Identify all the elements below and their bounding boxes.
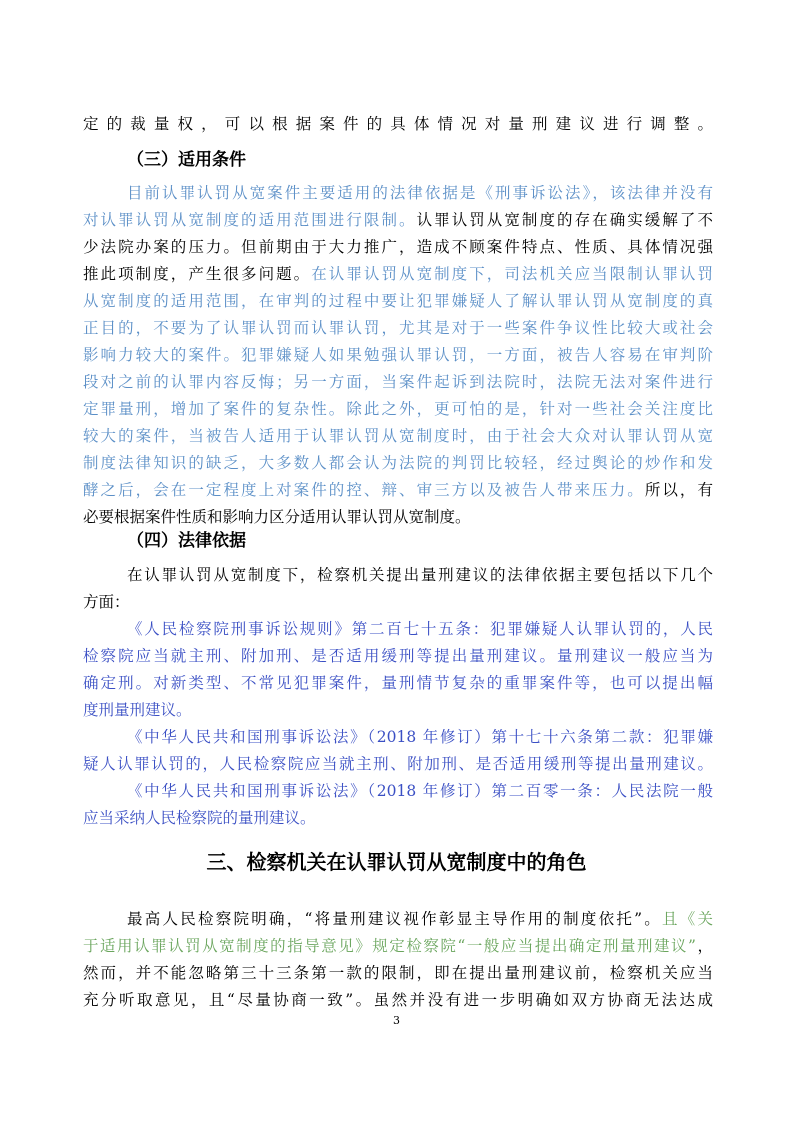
section-3-line-11: 制度法律知识的缺乏，大多数人都会认为法院的判罚比较轻，经过舆论的炒作和发 <box>83 454 713 472</box>
section-3-line-8: 段对之前的认罪内容反悔；另一方面，当案件起诉到法院时，法院无法对案件进行 <box>83 373 713 391</box>
chapter-3-line-4: 充分听取意见，且“尽量协商一致”。虽然并没有进一步明确如双方协商无法达成 <box>83 991 713 1009</box>
section-3-line-2 <box>83 207 713 233</box>
chapter-3-line-1-green: 且《关 <box>661 910 713 928</box>
section-4-intro-line-1: 在认罪认罚从宽制度下，检察机关提出量刑建议的法律依据主要包括以下几个 <box>127 566 713 584</box>
citation-1-line-1: 《人民检察院刑事诉讼规则》第二百七十五条：犯罪嫌疑人认罪认罚的，人民 <box>127 620 713 638</box>
chapter-3-line-2 <box>83 933 713 959</box>
section-3-line-3: 少法院办案的压力。但前期由于大力推广，造成不顾案件特点、性质、具体情况强 <box>83 238 713 256</box>
citation-1-line-3: 确定刑。对新类型、不常见犯罪案件，量刑情节复杂的重罪案件等，也可以提出幅 <box>83 674 713 692</box>
section-3-line-2-black: 认罪认罚从宽制度的存在确实缓解了不 <box>416 211 713 229</box>
section-3-line-2-blue: 对认罪认罚从宽制度的适用范围进行限制。 <box>83 211 417 229</box>
section-3-line-7: 影响力较大的案件。犯罪嫌疑人如果勉强认罪认罚，一方面，被告人容易在审判阶 <box>83 346 713 364</box>
citation-3-line-1: 《中华人民共和国刑事诉讼法》（2018 年修订）第二百零一条：人民法院一般 <box>127 782 713 800</box>
section-4-intro-line-2: 方面： <box>83 593 130 611</box>
section-3-line-12 <box>83 477 713 503</box>
section-3-line-4-blue: 在认罪认罚从宽制度下，司法机关应当限制认罪认罚 <box>311 265 713 283</box>
chapter-3-line-2-black: ， <box>695 937 713 955</box>
section-3-line-4 <box>83 261 713 287</box>
section-3-line-10: 较大的案件，当被告人适用于认罪认罚从宽制度时，由于社会大众对认罪认罚从宽 <box>83 427 713 445</box>
citation-3-line-2: 应当采纳人民检察院的量刑建议。 <box>83 809 316 827</box>
citation-1-line-2: 检察院应当就主刑、附加刑、是否适用缓刑等提出量刑建议。量刑建议一般应当为 <box>83 647 713 665</box>
chapter-3-line-1 <box>127 906 713 932</box>
section-4-heading: （四）法律依据 <box>127 531 246 551</box>
section-3-heading: （三）适用条件 <box>127 150 246 170</box>
citation-2-line-1: 《中华人民共和国刑事诉讼法》（2018 年修订）第十七十六条第二款：犯罪嫌 <box>127 728 713 746</box>
section-3-line-1: 目前认罪认罚从宽案件主要适用的法律依据是《刑事诉讼法》，该法律并没有 <box>127 184 713 202</box>
page-number: 3 <box>393 1014 400 1027</box>
section-3-line-9: 定罪量刑，增加了案件的复杂性。除此之外，更可怕的是，针对一些社会关注度比 <box>83 400 713 418</box>
citation-2-line-2: 疑人认罪认罚的，人民检察院应当就主刑、附加刑、是否适用缓刑等提出量刑建议。 <box>83 755 713 773</box>
intro-line: 定的裁量权，可以根据案件的具体情况对量刑建议进行调整。 <box>83 115 713 133</box>
chapter-3-line-2-green: 于适用认罪认罚从宽制度的指导意见》规定检察院“一般应当提出确定刑量刑建议” <box>83 937 696 955</box>
citation-1-line-4: 度刑量刑建议。 <box>83 701 192 719</box>
section-3-line-6: 正目的，不要为了认罪认罚而认罪认罚，尤其是对于一些案件争议性比较大或社会 <box>83 319 713 337</box>
section-3-line-5: 从宽制度的适用范围，在审判的过程中要让犯罪嫌疑人了解认罪认罚从宽制度的真 <box>83 292 713 310</box>
section-3-line-4-black: 推此项制度，产生很多问题。 <box>83 265 312 283</box>
chapter-3-line-3: 然而，并不能忽略第三十三条第一款的限制，即在提出量刑建议前，检察机关应当 <box>83 964 713 982</box>
chapter-3-heading: 三、检察机关在认罪认罚从宽制度中的角色 <box>206 850 587 874</box>
chapter-3-line-1-black: 最高人民检察院明确，“将量刑建议视作彰显主导作用的制度依托”。 <box>127 910 662 928</box>
section-3-line-12-blue: 酵之后，会在一定程度上对案件的控、辩、审三方以及被告人带来压力。 <box>83 481 645 499</box>
section-3-line-13: 必要根据案件性质和影响力区分适用认罪认罚从宽制度。 <box>83 508 471 526</box>
section-3-line-12-black: 所以，有 <box>644 481 713 499</box>
